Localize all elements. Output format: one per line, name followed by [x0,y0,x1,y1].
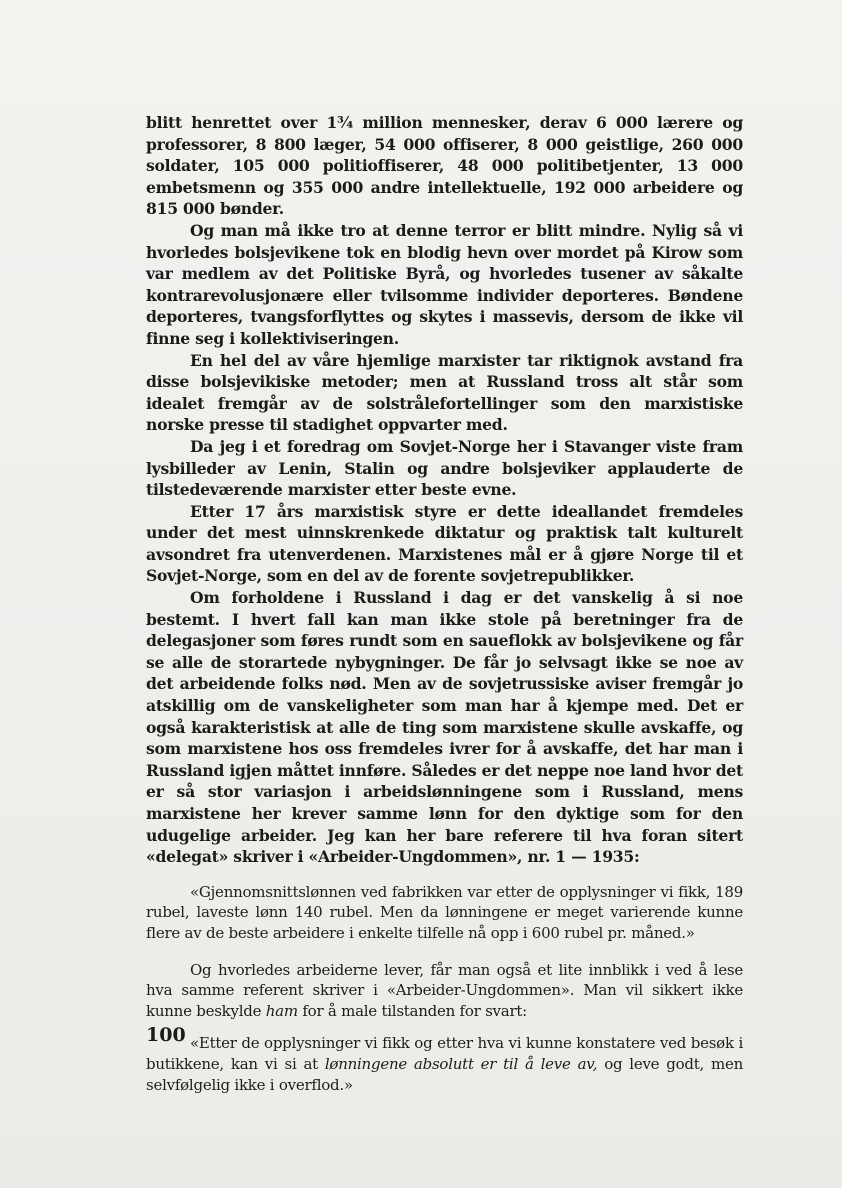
paragraph-5: Etter 17 års marxistisk styre er dette ideallandet fremdeles under det mest uinnskrenkede diktatur og praktisk talt kulturelt avsondret fra utenverdenen. Marxistenes mål er å gjøre Norge til et Sovjet-Norge, som en del av de forente sovjetrepublikker. [146,501,743,586]
quote-living-start: «Etter de opplysninger vi fikk og etter hva vi kunne konstatere ved besøk i butikkene, kan vi si at [146,1034,743,1073]
paragraph-7-emphasis: ham [265,1001,298,1020]
paragraph-7-start: Og hvorledes arbeiderne lever, får man også et lite innblikk i ved å lese hva samme referent skriver i «Arbeider-Ungdommen». Man vil sikkert ikke kunne beskylde [146,960,743,1020]
paragraph-6: Om forholdene i Russland i dag er det vanskelig å si noe bestemt. I hvert fall kan man ikke stole på beretninger fra de delegasjoner som føres rundt som en saueflokk av bolsjevikene og får se alle de storartede nybygninger. De får jo selvsagt ikke se noe av det arbeidende folks nød. Men av de sovjetrussiske aviser fremgår jo atskillig om de vanskeligheter som man har å kjempe med. Det er også karakteristisk at alle de ting som marxistene skulle avskaffe, og som marxistene hos oss fremdeles ivrer for å avskaffe, det har man i Russland igjen måttet innføre. Således er det neppe noe land hvor det er så stor variasjon i arbeidslønningene som i Russland, mens marxistene her krever samme lønn for den dyktige som for den udugelige arbeider. Jeg kan her bare referere til hva foran sitert «delegat» skriver i «Arbeider-Ungdommen», nr. 1 — 1935: [146,588,743,867]
paragraph-4: Da jeg i et foredrag om Sovjet-Norge her i Stavanger viste fram lysbilleder av Lenin, Stalin og andre bolsjeviker applauderte de tilstedeværende marxister etter beste evne. [146,436,743,500]
paragraph-7 [146,960,743,1022]
page-number: 100 [146,1024,186,1046]
quote-wages: «Gjennomsnittslønnen ved fabrikken var etter de opplysninger vi fikk, 189 rubel, laveste lønn 140 rubel. Men da lønningene er meget varierende kunne flere av de beste arbeidere i enkelte tilfelle nå opp i 600 rubel pr. måned.» [146,882,743,942]
paragraph-3: En hel del av våre hjemlige marxister tar riktignok avstand fra disse bolsjevikiske metoder; men at Russland tross alt står som idealet fremgår av de solstrålefortellinger som den marxistiske norske presse til stadighet oppvarter med. [146,350,743,435]
body-text [146,112,743,1095]
paragraph-7-end: for å male tilstanden for svart: [297,1001,527,1020]
quote-living-emphasis: lønningene absolutt er til å leve av, [324,1054,598,1073]
paragraph-2: Og man må ikke tro at denne terror er blitt mindre. Nylig så vi hvorledes bolsjevikene tok en blodig hevn over mordet på Kirow som var medlem av det Politiske Byrå, og hvorledes tusener av såkalte kontrarevolusjonære eller tvilsomme individer deporteres. Bøndene deporteres, tvangsforflyttes og skytes i massevis, dersom de ikke vil finne seg i kollektiviseringen. [146,220,743,348]
paragraph-1: blitt henrettet over 1¾ million mennesker, derav 6 000 lærere og professorer, 8 800 læger, 54 000 offiserer, 8 000 geistlige, 260 000 soldater, 105 000 politioffiserer, 48 000 politibetjenter, 13 000 embetsmenn og 355 000 andre intellektuelle, 192 000 arbeidere og 815 000 bønder. [146,113,743,219]
quote-living-end: og leve godt, men selvfølgelig ikke i overflod.» [146,1054,743,1094]
quote-living [146,1033,743,1095]
